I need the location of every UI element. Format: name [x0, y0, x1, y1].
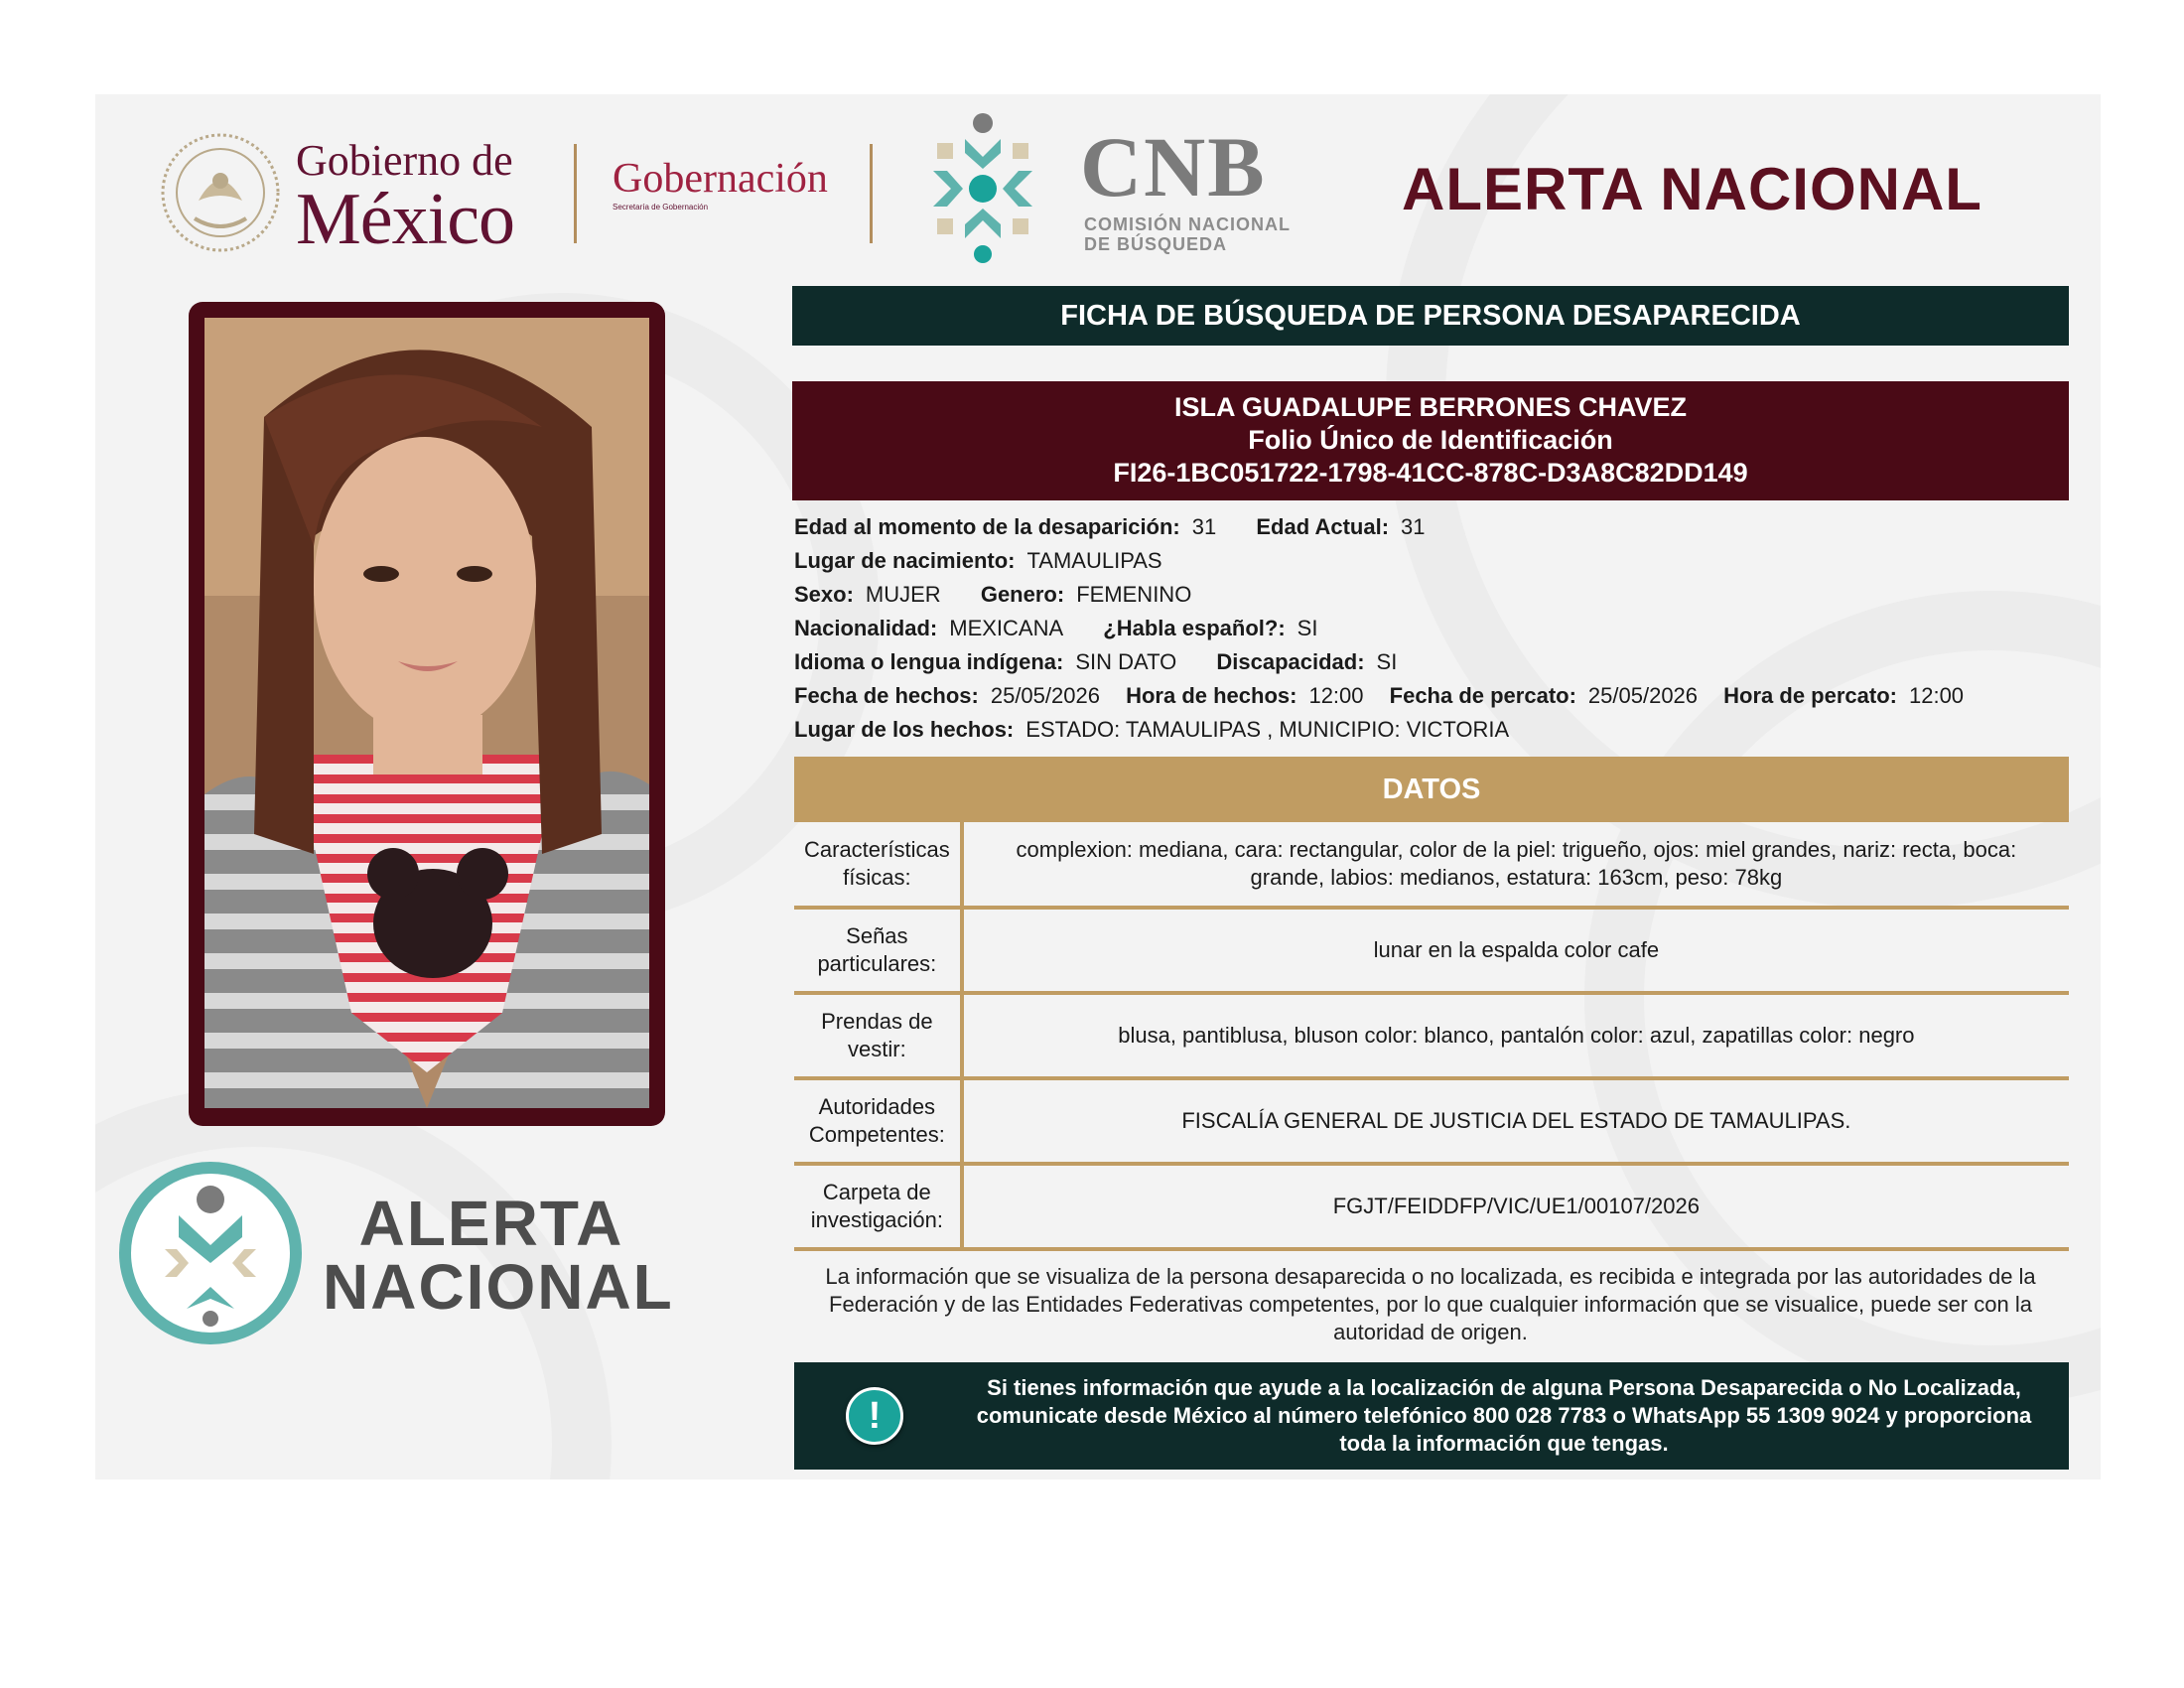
gobernacion-logo [613, 155, 828, 211]
disclaimer: La información que se visualiza de la persona desaparecida o no localizada, es recibida e integrada por las autoridades de la Federación y de las Entidades Federativas competentes, por lo que cualquier información que se visualice, puede ser con la autoridad de origen. [825, 1264, 2036, 1344]
person-photo [205, 318, 649, 1108]
folio-value: FI26-1BC051722-1798-41CC-878C-D3A8C82DD149 [1113, 458, 1748, 488]
table-row [794, 822, 2069, 908]
nacionalidad-value: MEXICANA [949, 616, 1064, 640]
habla-label: ¿Habla español?: [1103, 616, 1286, 640]
alerta-logo-line1: ALERTA [358, 1188, 624, 1259]
edad-desap-label: Edad al momento de la desaparición: [794, 514, 1180, 539]
hora-hechos-value: 12:00 [1308, 683, 1364, 708]
info-row [794, 578, 2075, 612]
genero-label: Genero: [980, 582, 1065, 607]
divider [574, 144, 577, 243]
info-row [794, 679, 2075, 713]
genero-value: FEMENINO [1076, 582, 1192, 607]
info-row [794, 510, 2075, 544]
datos-label: Características físicas: [794, 822, 962, 908]
info-row [794, 713, 2075, 747]
divider [870, 144, 873, 243]
sexo-label: Sexo: [794, 582, 854, 607]
alerta-nacional-logo-text [323, 1188, 674, 1323]
idioma-label: Idioma o lengua indígena: [794, 649, 1064, 674]
idioma-value: SIN DATO [1075, 649, 1177, 674]
lugar-hechos-label: Lugar de los hechos: [794, 717, 1015, 742]
ficha-title: FICHA DE BÚSQUEDA DE PERSONA DESAPARECIDA [792, 286, 2069, 346]
contact-text: Si tienes información que ayude a la localización de alguna Persona Desaparecida o No Localizada, comunicate desde México al número telefónico 800 028 7783 o WhatsApp 55 1309 9024 y proporciona toda la información que tengas. [976, 1375, 2032, 1456]
info-row [794, 544, 2075, 578]
gobernacion-sub: Secretaría de Gobernación [613, 203, 709, 211]
alerta-logo-line2: NACIONAL [323, 1251, 674, 1323]
alerta-nacional-title: ALERTA NACIONAL [1402, 156, 1982, 222]
name-band [792, 381, 2069, 500]
datos-header: DATOS [794, 757, 2069, 822]
lugar-nac-label: Lugar de nacimiento: [794, 548, 1016, 573]
datos-table [794, 822, 2069, 1251]
table-row [794, 1164, 2069, 1249]
fecha-hechos-label: Fecha de hechos: [794, 683, 979, 708]
datos-label: Prendas de vestir: [794, 993, 962, 1078]
folio-label: Folio Único de Identificación [1248, 425, 1613, 455]
datos-label: Autoridades Competentes: [794, 1078, 962, 1164]
gob-line2: México [296, 179, 515, 260]
nacionalidad-label: Nacionalidad: [794, 616, 938, 640]
cnb-sub-line2: DE BÚSQUEDA [1084, 234, 1228, 254]
discapacidad-value: SI [1376, 649, 1398, 674]
cnb-sub-line1: COMISIÓN NACIONAL [1084, 214, 1291, 234]
gobernacion-text: Gobernación [613, 156, 828, 202]
datos-label: Señas particulares: [794, 908, 962, 993]
table-row [794, 908, 2069, 993]
info-row [794, 612, 2075, 645]
discapacidad-label: Discapacidad: [1216, 649, 1365, 674]
alerta-nacional-emblem-icon [117, 1160, 304, 1346]
lugar-nac-value: TAMAULIPAS [1026, 548, 1162, 573]
edad-desap-value: 31 [1191, 514, 1217, 539]
photo-frame [189, 302, 665, 1126]
datos-value: complexion: mediana, cara: rectangular, color de la piel: trigueño, ojos: miel grandes, nariz: recta, boca: grande, labios: medianos, estatura: 163cm, peso: 78kg [962, 822, 2069, 908]
hora-hechos-label: Hora de hechos: [1126, 683, 1297, 708]
fecha-hechos-value: 25/05/2026 [990, 683, 1100, 708]
cnb-title: CNB [1080, 119, 1267, 214]
hora-percato-label: Hora de percato: [1723, 683, 1897, 708]
cnb-emblem-icon [903, 109, 1062, 268]
info-row [794, 645, 2075, 679]
gobierno-de-mexico-logo [296, 136, 515, 260]
datos-value: lunar en la espalda color cafe [962, 908, 2069, 993]
person-name: ISLA GUADALUPE BERRONES CHAVEZ [1173, 392, 1688, 422]
fecha-percato-value: 25/05/2026 [1587, 683, 1699, 708]
edad-actual-label: Edad Actual: [1256, 514, 1390, 539]
datos-value: blusa, pantiblusa, bluson color: blanco, pantalón color: azul, zapatillas color: negro [962, 993, 2069, 1078]
fecha-percato-label: Fecha de percato: [1389, 683, 1576, 708]
datos-label: Carpeta de investigación: [794, 1164, 962, 1249]
sexo-value: MUJER [865, 582, 941, 607]
hora-percato-value: 12:00 [1908, 683, 1965, 708]
exclamation-icon: ! [846, 1387, 903, 1445]
datos-value: FISCALÍA GENERAL DE JUSTICIA DEL ESTADO DE TAMAULIPAS. [962, 1078, 2069, 1164]
info-block [794, 510, 2075, 747]
habla-value: SI [1297, 616, 1318, 640]
mexico-seal-icon [159, 131, 282, 254]
table-row [794, 1078, 2069, 1164]
lugar-hechos-value: ESTADO: TAMAULIPAS , MUNICIPIO: VICTORIA [1025, 717, 1510, 742]
table-row [794, 993, 2069, 1078]
contact-band [794, 1362, 2069, 1470]
cnb-subtitle [1084, 214, 1291, 254]
gob-line1: Gobierno de [296, 136, 513, 185]
edad-actual-value: 31 [1401, 514, 1426, 539]
datos-value: FGJT/FEIDDFP/VIC/UE1/00107/2026 [962, 1164, 2069, 1249]
